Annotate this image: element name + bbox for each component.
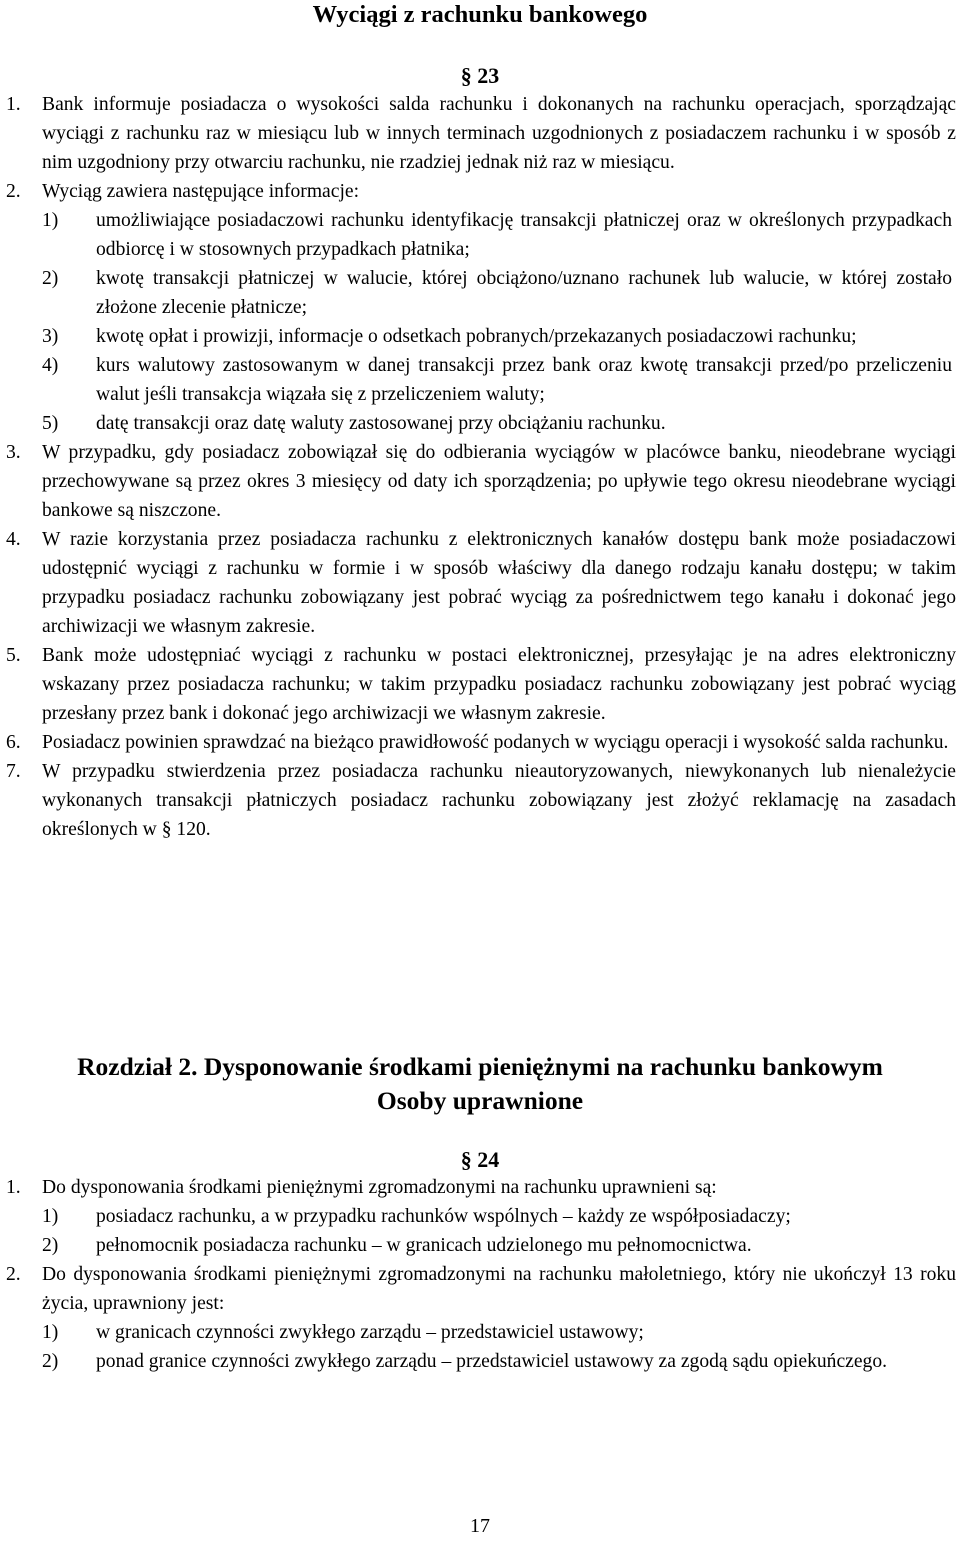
item-number: 1. xyxy=(6,1177,21,1198)
item-number: 2. xyxy=(6,1264,21,1285)
item-number: 7. xyxy=(6,761,21,782)
sub-item-number: 5) xyxy=(42,413,59,434)
sub-item-text: datę transakcji oraz datę waluty zastosowanej przy obciążaniu rachunku. xyxy=(96,413,666,434)
sub-item xyxy=(0,351,956,409)
list-item xyxy=(0,728,960,757)
list-item xyxy=(0,1260,960,1376)
sub-item-number: 1) xyxy=(42,1322,59,1343)
sub-item-number: 3) xyxy=(42,326,59,347)
item-text: Do dysponowania środkami pieniężnymi zgromadzonymi na rachunku małoletniego, który nie ukończył 13 roku życia, uprawniony jest: xyxy=(42,1264,956,1314)
sub-item xyxy=(0,206,956,264)
item-number: 1. xyxy=(6,94,21,115)
sub-item-text: kwotę opłat i prowizji, informacje o odsetkach pobranych/przekazanych posiadaczowi rachunku; xyxy=(96,326,857,347)
list-item xyxy=(0,641,960,728)
item-text: Wyciąg zawiera następujące informacje: xyxy=(42,181,360,202)
sub-item xyxy=(42,1231,956,1260)
list-item xyxy=(0,177,960,438)
sub-item-number: 1) xyxy=(42,210,59,231)
item-text: Bank może udostępniać wyciągi z rachunku w postaci elektronicznej, przesyłając je na adres elektroniczny wskazany przez posiadacza rachunku; w takim przypadku posiadacz rachunku zobowiązany jest pobrać wyciąg przesłany przez bank i dokonać jego archiwizacji we własnym zakresie. xyxy=(42,645,956,724)
item-text: W razie korzystania przez posiadacza rachunku z elektronicznych kanałów dostępu bank może posiadaczowi udostępnić wyciągi z rachunku w formie i w sposób właściwy dla danego rodzaju kanału dostępu; w takim przypadku posiadacz rachunku zobowiązany jest pobrać wyciąg za pośrednictwem tego kanału i dokonać jego archiwizacji we własnym zakresie. xyxy=(42,529,956,637)
sub-item xyxy=(0,322,956,351)
item-number: 5. xyxy=(6,645,21,666)
sub-item-text: kurs walutowy zastosowanym w danej transakcji przez bank oraz kwotę transakcji przed/po przeliczeniu walut jeśli transakcja wiązała się z przeliczeniem waluty; xyxy=(96,355,952,405)
paragraph-24-list xyxy=(0,1173,960,1376)
chapter-title-line-1: Rozdział 2. Dysponowanie środkami pieniężnymi na rachunku bankowym xyxy=(77,1052,883,1081)
sub-item-number: 2) xyxy=(42,268,59,289)
sub-item xyxy=(0,264,956,322)
sub-item-text: posiadacz rachunku, a w przypadku rachunków wspólnych – każdy ze współposiadaczy; xyxy=(96,1206,791,1227)
list-item xyxy=(0,438,960,525)
item-number: 2. xyxy=(6,181,21,202)
paragraph-24-mark: § 24 xyxy=(460,1147,500,1172)
list-item xyxy=(0,1173,960,1260)
sub-item xyxy=(0,409,956,438)
page-number: 17 xyxy=(470,1515,490,1537)
list-item xyxy=(0,525,960,641)
sub-item-number: 1) xyxy=(42,1206,59,1227)
paragraph-23-mark: § 23 xyxy=(460,63,500,88)
item-text: Posiadacz powinien sprawdzać na bieżąco prawidłowość podanych w wyciągu operacji i wysokość salda rachunku. xyxy=(42,732,949,753)
sub-item xyxy=(42,1318,956,1347)
section-title: Wyciągi z rachunku bankowego xyxy=(312,1,648,28)
chapter-title-line-2: Osoby uprawnione xyxy=(376,1086,584,1115)
sub-item-number: 4) xyxy=(42,355,59,376)
list-item xyxy=(0,757,960,844)
sub-item-text: w granicach czynności zwykłego zarządu – przedstawiciel ustawowy; xyxy=(96,1322,644,1343)
sub-item-text: umożliwiające posiadaczowi rachunku identyfikację transakcji płatniczej oraz w określonych przypadkach odbiorcę i w stosownych przypadkach płatnika; xyxy=(96,210,952,260)
sub-item-text: kwotę transakcji płatniczej w walucie, której obciążono/uznano rachunek lub walucie, w której zostało złożone zlecenie płatnicze; xyxy=(96,268,952,318)
item-number: 6. xyxy=(6,732,21,753)
sub-item-text: ponad granice czynności zwykłego zarządu – przedstawiciel ustawowy za zgodą sądu opiekuńczego. xyxy=(96,1351,888,1372)
item-text: W przypadku, gdy posiadacz zobowiązał się do odbierania wyciągów w placówce banku, nieodebrane wyciągi przechowywane są przez okres 3 miesięcy od daty ich sporządzenia; po upływie tego okresu nieodebrane wyciągi bankowe są niszczone. xyxy=(42,442,956,521)
sub-item xyxy=(42,1347,956,1376)
item-text: W przypadku stwierdzenia przez posiadacza rachunku nieautoryzowanych, niewykonanych lub nienależycie wykonanych transakcji płatniczych posiadacz rachunku zobowiązany jest złożyć reklamację na zasadach określonych w § 120. xyxy=(42,761,956,840)
paragraph-23-list xyxy=(0,90,960,844)
item-number: 4. xyxy=(6,529,21,550)
list-item xyxy=(0,90,960,177)
item-number: 3. xyxy=(6,442,21,463)
item-text: Bank informuje posiadacza o wysokości salda rachunku i dokonanych na rachunku operacjach, sporządzając wyciągi z rachunku raz w miesiącu lub w innych terminach uzgodnionych z posiadaczem rachunku i w sposób z nim uzgodniony przy otwarciu rachunku, nie rzadziej jednak niż raz w miesiącu. xyxy=(42,94,956,173)
sub-item-number: 2) xyxy=(42,1235,59,1256)
sub-item xyxy=(42,1202,956,1231)
item-text: Do dysponowania środkami pieniężnymi zgromadzonymi na rachunku uprawnieni są: xyxy=(42,1177,717,1198)
chapter-title xyxy=(0,1050,960,1118)
sub-item-number: 2) xyxy=(42,1351,59,1372)
sub-item-text: pełnomocnik posiadacza rachunku – w granicach udzielonego mu pełnomocnictwa. xyxy=(96,1235,752,1256)
